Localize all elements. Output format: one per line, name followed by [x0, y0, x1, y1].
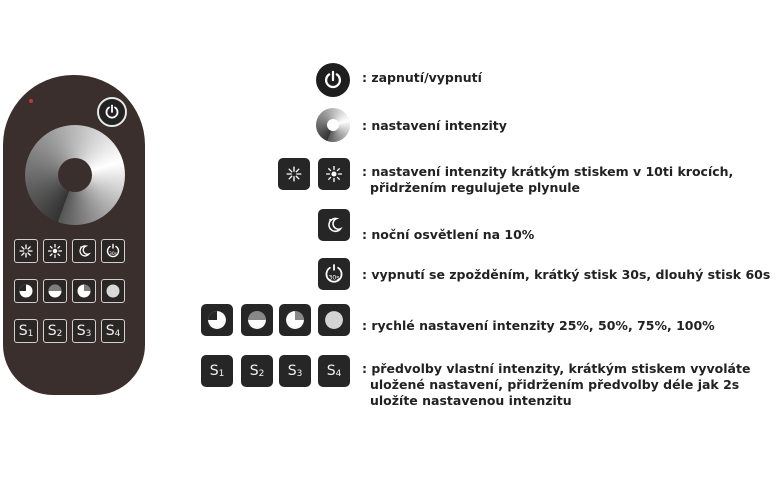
three-quarter-75-icon	[284, 309, 306, 331]
remote-control	[3, 75, 145, 395]
remote-brightness-up-button[interactable]	[43, 239, 67, 263]
legend-brightness-down	[278, 158, 310, 190]
half-50-icon	[47, 283, 63, 299]
legend-scene-1: S $_1$	[201, 355, 233, 387]
brightness-up-icon	[326, 166, 342, 182]
power-timer-icon	[105, 243, 121, 259]
remote-scene-1-button[interactable]: S $_1$	[14, 319, 38, 343]
svg-text:30s: 30s	[108, 252, 118, 257]
legend-brightness-up	[318, 158, 350, 190]
power-timer-icon	[323, 263, 345, 285]
legend-quick-text: : rychlé nastavení intenzity 25%, 50%, 75%, 100%	[362, 318, 715, 333]
legend-power-text: : zapnutí/vypnutí	[362, 70, 482, 85]
remote-power-button[interactable]	[97, 97, 127, 127]
legend-scene-2: S $_2$	[241, 355, 273, 387]
night-mode-icon	[325, 216, 343, 234]
brightness-down-icon	[19, 244, 33, 258]
remote-row-scenes	[14, 319, 125, 343]
remote-quick-50-button[interactable]	[43, 279, 67, 303]
remote-night-button[interactable]	[72, 239, 96, 263]
full-100-icon	[105, 283, 121, 299]
legend-scenes-text-2: uložené nastavení, přidržením předvolby déle jak 2s	[370, 377, 740, 392]
legend-quick-50	[241, 304, 273, 336]
remote-scene-3-button[interactable]: S $_3$	[72, 319, 96, 343]
status-led	[29, 99, 33, 103]
quarter-25-icon	[18, 283, 34, 299]
remote-row-brightness	[14, 239, 125, 263]
remote-scene-4-button[interactable]: S $_4$	[101, 319, 125, 343]
legend-power-icon-wrap	[316, 63, 350, 97]
quarter-25-icon	[206, 309, 228, 331]
legend-timer	[318, 258, 350, 290]
three-quarter-75-icon	[76, 283, 92, 299]
full-100-icon	[323, 309, 345, 331]
power-icon	[104, 104, 120, 120]
brightness-up-icon	[48, 244, 62, 258]
remote-quick-25-button[interactable]	[14, 279, 38, 303]
remote-row-quick	[14, 279, 125, 303]
night-mode-icon	[77, 244, 91, 258]
remote-timer-button[interactable]	[101, 239, 125, 263]
legend-steps-text-2: přidržením regulujete plynule	[370, 180, 581, 195]
remote-quick-75-button[interactable]	[72, 279, 96, 303]
brightness-down-icon	[286, 166, 302, 182]
remote-quick-100-button[interactable]	[101, 279, 125, 303]
remote-brightness-down-button[interactable]	[14, 239, 38, 263]
dimming-wheel-icon	[316, 108, 350, 142]
legend-night	[318, 209, 350, 241]
legend-quick-75	[279, 304, 311, 336]
legend-scenes-text-1: : předvolby vlastní intenzity, krátkým stiskem vyvoláte	[362, 361, 751, 376]
legend-timer-text: : vypnutí se zpožděním, krátký stisk 30s, dlouhý stisk 60s	[362, 267, 771, 282]
legend-quick-100	[318, 304, 350, 336]
power-icon	[323, 70, 343, 90]
legend-scene-3: S $_3$	[279, 355, 311, 387]
half-50-icon	[246, 309, 268, 331]
dimming-wheel[interactable]	[25, 125, 125, 225]
svg-text:30s: 30s	[328, 274, 340, 282]
legend-steps-text-1: : nastavení intenzity krátkým stiskem v 10ti krocích,	[362, 164, 734, 179]
legend-quick-25	[201, 304, 233, 336]
legend-scenes-text-3: uložíte nastavenou intenzitu	[370, 393, 572, 408]
legend-night-text: : noční osvětlení na 10%	[362, 227, 535, 242]
legend-wheel-text: : nastavení intenzity	[362, 118, 507, 133]
remote-scene-2-button[interactable]: S $_2$	[43, 319, 67, 343]
legend-scene-4: S $_4$	[318, 355, 350, 387]
